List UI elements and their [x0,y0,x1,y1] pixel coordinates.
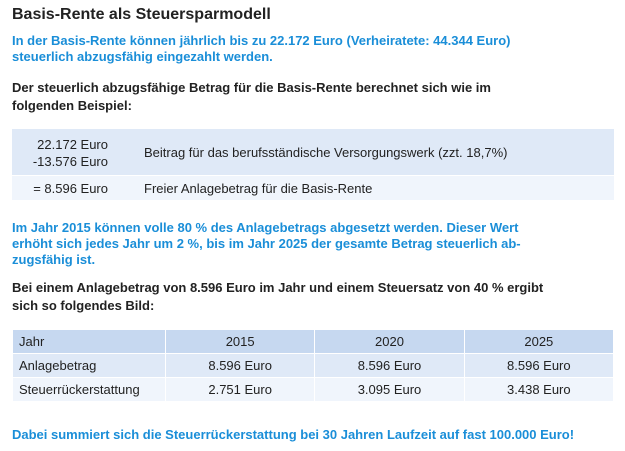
calc-amount-1: 22.172 Euro [37,136,108,152]
table-cell: 8.596 Euro [464,354,613,378]
calc-result: = 8.596 Euro [33,180,108,196]
setup-text [12,79,612,115]
table-header-row [13,330,614,354]
intro-line-2: steuerlich abzugsfähig eingezahlt werden. [12,49,273,64]
phase-in-text [12,220,612,268]
calc-row-deduction [12,128,614,175]
calc-desc-1: Beitrag für das berufsständische Versorgungswerk (zzt. 18,7%) [144,144,508,160]
calculation-block [12,128,614,200]
phase-in-line-2: erhöht sich jedes Jahr um 2 %, bis im Jahr 2025 der gesamte Betrag steuerlich ab- [12,236,521,251]
summary-text: Dabei summiert sich die Steuerrückerstattung bei 30 Jahren Laufzeit auf fast 100.000 Euro! [12,427,575,442]
intro-line-1: In der Basis-Rente können jährlich bis zu 22.172 Euro (Verheiratete: 44.344 Euro) [12,33,511,48]
calc-amounts [12,135,136,170]
table-cell: 3.438 Euro [464,378,613,402]
example-line-1: Bei einem Anlagebetrag von 8.596 Euro im Jahr und einem Steuersatz von 40 % ergibt [12,280,544,295]
table-header-2015: 2015 [166,330,315,354]
table-row [13,378,614,402]
example-text [12,279,612,315]
table-row [13,354,614,378]
page-title: Basis-Rente als Steuersparmodell [12,6,271,23]
table-cell: 3.095 Euro [315,378,464,402]
tax-refund-table [12,329,614,402]
calc-result-desc: Freier Anlagebetrag für die Basis-Rente [144,180,373,196]
setup-line-1: Der steuerlich abzugsfähige Betrag für die Basis-Rente berechnet sich wie im [12,80,491,95]
setup-line-2: folgenden Beispiel: [12,98,132,113]
table-header-2020: 2020 [315,330,464,354]
example-line-2: sich so folgendes Bild: [12,298,155,313]
calc-amount-2: -13.576 Euro [32,153,108,169]
table-header-2025: 2025 [464,330,613,354]
phase-in-line-1: Im Jahr 2015 können volle 80 % des Anlagebetrags abgesetzt werden. Dieser Wert [12,220,519,235]
intro-text [12,33,612,65]
table-cell: 8.596 Euro [315,354,464,378]
row-label: Steuerrückerstattung [13,378,166,402]
table-cell: 8.596 Euro [166,354,315,378]
row-label: Anlagebetrag [13,354,166,378]
table-header-year: Jahr [13,330,166,354]
table-cell: 2.751 Euro [166,378,315,402]
calc-row-result [12,175,614,200]
phase-in-line-3: zugsfähig ist. [12,252,96,267]
